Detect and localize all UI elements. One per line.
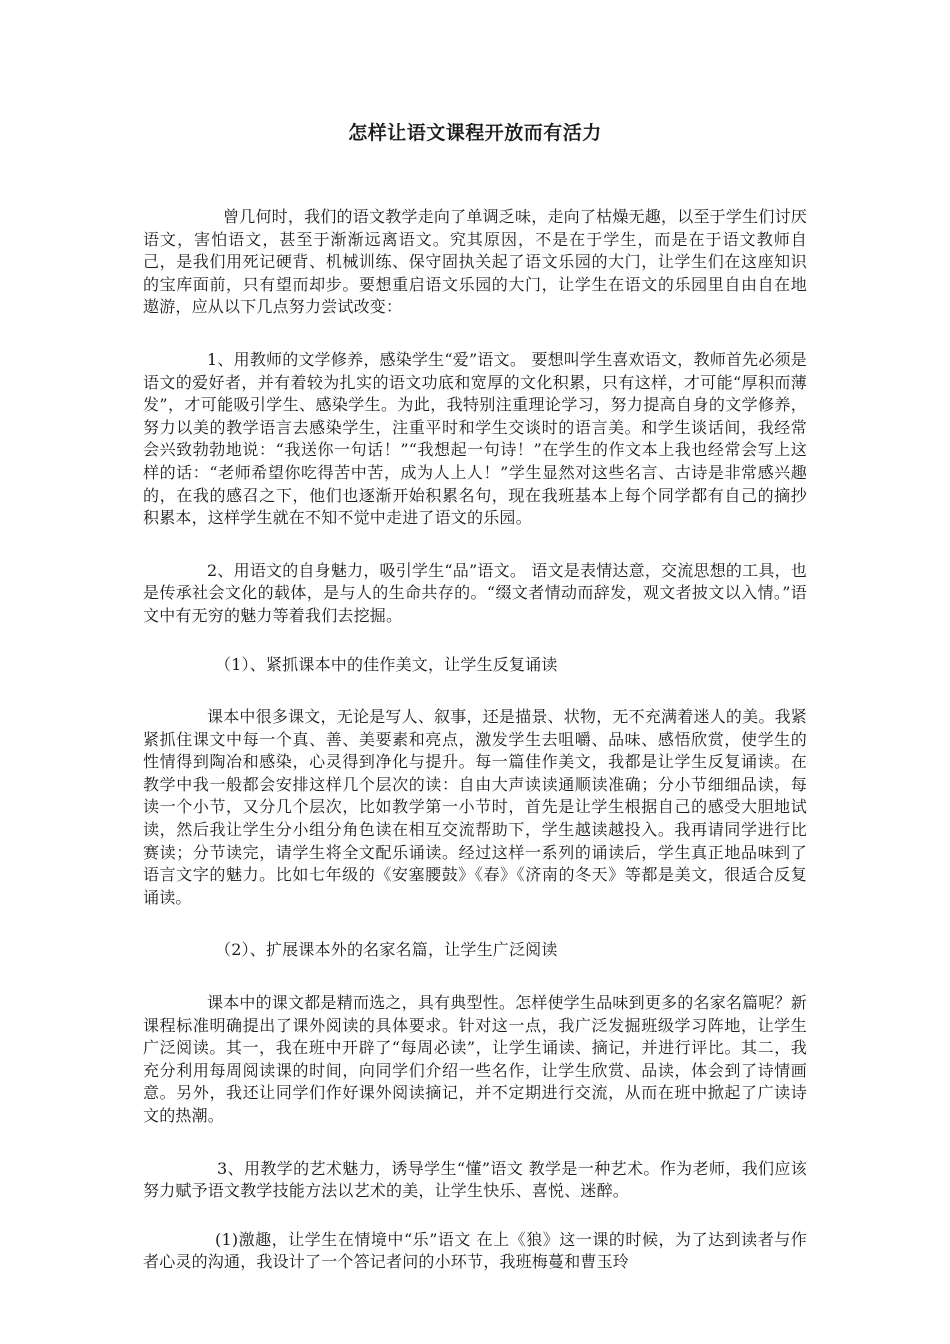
paragraph-2-2: 课本中的课文都是精而选之，具有典型性。怎样使学生品味到更多的名家名篇呢？新课程标准明确提出了课外阅读的具体要求。针对这一点，我广泛发掘班级学习阵地，让学生广泛阅读。其一，我在班中开辟了“每周必读”，让学生诵读、摘记，并进行评比。其二，我充分利用每周阅读课的时间，向同学们介绍一些名作，让学生欣赏、品读，体会到了诗情画意。另外，我还让同学们作好课外阅读摘记，并不定期进行交流，从而在班中掀起了广读诗文的热潮。	[143, 993, 807, 1125]
paragraph-3-1: (1)激趣，让学生在情境中“乐”语文 在上《狼》这一课的时候，为了达到读者与作者心灵的沟通，我设计了一个答记者问的小环节，我班梅蔓和曹玉玲	[143, 1229, 807, 1272]
paragraph-intro: 曾几何时，我们的语文教学走向了单调乏味，走向了枯燥无趣，以至于学生们讨厌语文，害怕语文，甚至于渐渐远离语文。究其原因，不是在于学生，而是在于语文教师自己，是我们用死记硬背、机械训练、保守固执关起了语文乐园的大门，让学生们在这座知识的宝库面前，只有望而却步。要想重启语文乐园的大门，让学生在语文的乐园里自由自在地遨游，应从以下几点努力尝试改变：	[143, 207, 807, 317]
document-body	[143, 206, 807, 1274]
subheading-2-2: （2）、扩展课本外的名家名篇，让学生广泛阅读	[215, 940, 558, 960]
paragraph-point-1: 1、用教师的文学修养，感染学生“爱”语文。 要想叫学生喜欢语文，教师首先必须是语文的爱好者，并有着较为扎实的语文功底和宽厚的文化积累，只有这样，才可能“厚积而薄发”，才可能吸引学生、感染学生。为此，我特别注重理论学习，努力提高自身的文学修养，努力以美的教学语言去感染学生，注重平时和学生交谈时的语言美。和学生谈话间，我经常会兴致勃勃地说：“我送你一句话！”“我想起一句诗！”在学生的作文本上我也经常会写上这样的话：“老师希望你吃得苦中苦，成为人上人！”学生显然对这些名言、古诗是非常感兴趣的，在我的感召之下，他们也逐渐开始积累名句，现在我班基本上每个同学都有自己的摘抄积累本，这样学生就在不知不觉中走进了语文的乐园。	[143, 349, 807, 528]
document-title: 怎样让语文课程开放而有活力	[348, 122, 602, 144]
paragraph-point-2: 2、用语文的自身魅力，吸引学生“品”语文。 语文是表情达意，交流思想的工具，也是传承社会文化的载体，是与人的生命共存的。“缀文者情动而辞发，观文者披文以入情。”语文中有无穷的魅力等着我们去挖掘。	[143, 560, 807, 625]
paragraph-point-3: 3、用教学的艺术魅力，诱导学生“懂”语文 教学是一种艺术。作为老师，我们应该努力赋予语文教学技能方法以艺术的美，让学生快乐、喜悦、迷醉。	[143, 1158, 807, 1201]
subheading-2-1: （1）、紧抓课本中的佳作美文，让学生反复诵读	[215, 654, 558, 674]
paragraph-2-1: 课本中很多课文，无论是写人、叙事，还是描景、状物，无不充满着迷人的美。我紧紧抓住课文中每一个真、善、美要素和亮点，激发学生去咀嚼、品味、感悟欣赏，使学生的性情得到陶冶和感染，心灵得到净化与提升。每一篇佳作美文，我都是让学生反复诵读。在教学中我一般都会安排这样几个层次的读：自由大声读读通顺读准确；分小节细细品读，每读一个小节，又分几个层次，比如教学第一小节时，首先是让学生根据自己的感受大胆地试读，然后我让学生分小组分角色读在相互交流帮助下，学生越读越投入。我再请同学进行比赛读；分节读完，请学生将全文配乐诵读。经过这样一系列的诵读后，学生真正地品味到了语言文字的魅力。比如七年级的《安塞腰鼓》《春》《济南的冬天》等都是美文，很适合反复诵读。	[143, 707, 807, 907]
